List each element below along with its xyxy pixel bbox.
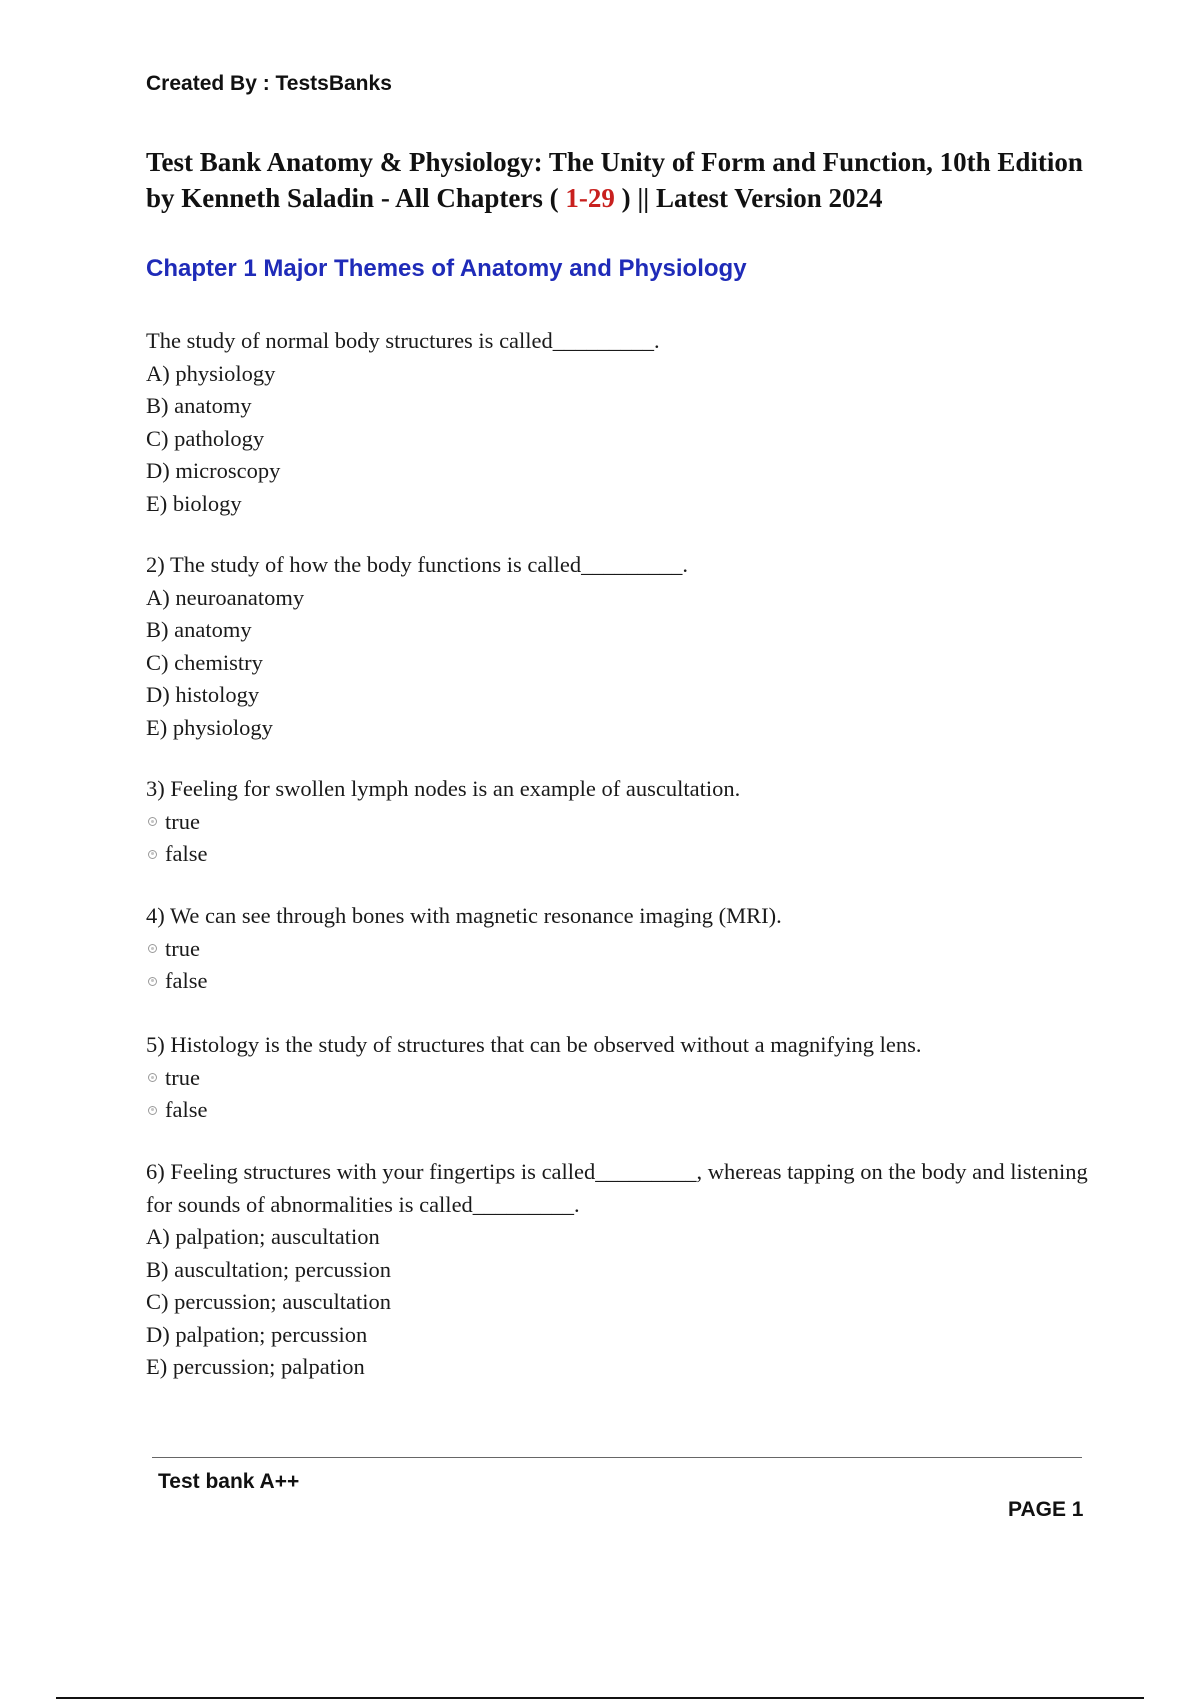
question-4 — [146, 900, 1106, 998]
page-bottom-divider — [56, 1697, 1144, 1699]
option-label: false — [165, 841, 208, 866]
answer-option: A) physiology — [146, 360, 276, 386]
false-option[interactable] — [146, 838, 1106, 871]
radio-button-icon[interactable] — [148, 1106, 157, 1115]
answer-option: B) anatomy — [146, 617, 252, 642]
question-1 — [146, 325, 1106, 520]
question-text: 5) Histology is the study of structures that can be observed without a magnifying lens. — [146, 1032, 922, 1057]
false-option[interactable] — [146, 1094, 1106, 1127]
true-option[interactable] — [146, 1062, 1106, 1095]
question-2 — [146, 549, 1106, 744]
answer-option: A) neuroanatomy — [146, 584, 305, 610]
question-6 — [146, 1156, 1106, 1384]
radio-button-icon[interactable] — [148, 817, 157, 826]
radio-button-icon[interactable] — [148, 1073, 157, 1082]
chapter-heading: Chapter 1 Major Themes of Anatomy and Physiology — [146, 255, 747, 282]
question-3 — [146, 773, 1106, 871]
option-label: false — [165, 1097, 208, 1122]
option-label: true — [165, 1064, 200, 1090]
answer-option: E) percussion; palpation — [146, 1354, 365, 1379]
title-part-1: Test Bank Anatomy & Physiology: The Unity of Form and Function, 10th Edition by Kenneth Saladin - All Chapters ( — [146, 147, 1083, 213]
radio-button-icon[interactable] — [148, 977, 157, 986]
option-label: true — [165, 808, 200, 834]
question-text: 3) Feeling for swollen lymph nodes is an example of auscultation. — [146, 776, 741, 801]
answer-option: D) microscopy — [146, 458, 281, 483]
created-by-label: Created By : TestsBanks — [146, 72, 392, 95]
chapter-range: 1-29 — [565, 183, 615, 213]
answer-option: E) physiology — [146, 714, 273, 740]
question-text: 2) The study of how the body functions is called_________. — [146, 552, 689, 577]
question-text: 6) Feeling structures with your fingertips is called_________, whereas tapping on the body and listening for sounds of abnormalities is called_________. — [146, 1159, 1088, 1217]
answer-option: E) biology — [146, 490, 242, 516]
true-option[interactable] — [146, 933, 1106, 966]
answer-option: A) palpation; auscultation — [146, 1224, 380, 1249]
option-label: false — [165, 968, 208, 993]
radio-button-icon[interactable] — [148, 944, 157, 953]
answer-option: B) anatomy — [146, 393, 252, 418]
question-5 — [146, 1029, 1106, 1127]
answer-option: C) percussion; auscultation — [146, 1289, 391, 1314]
document-title — [146, 144, 1086, 216]
option-label: true — [165, 935, 200, 961]
answer-option: C) chemistry — [146, 649, 263, 675]
footer-label: Test bank A++ — [158, 1470, 300, 1493]
answer-option: C) pathology — [146, 425, 265, 451]
true-option[interactable] — [146, 806, 1106, 839]
answer-option: B) auscultation; percussion — [146, 1256, 391, 1282]
question-text: 4) We can see through bones with magnetic resonance imaging (MRI). — [146, 903, 782, 928]
question-text: The study of normal body structures is called_________. — [146, 328, 660, 353]
page-number: PAGE 1 — [1008, 1498, 1084, 1521]
title-part-2: ) || Latest Version 2024 — [614, 183, 883, 213]
answer-option: D) palpation; percussion — [146, 1321, 368, 1347]
footer-divider — [152, 1457, 1082, 1458]
answer-option: D) histology — [146, 682, 260, 707]
false-option[interactable] — [146, 965, 1106, 998]
radio-button-icon[interactable] — [148, 850, 157, 859]
